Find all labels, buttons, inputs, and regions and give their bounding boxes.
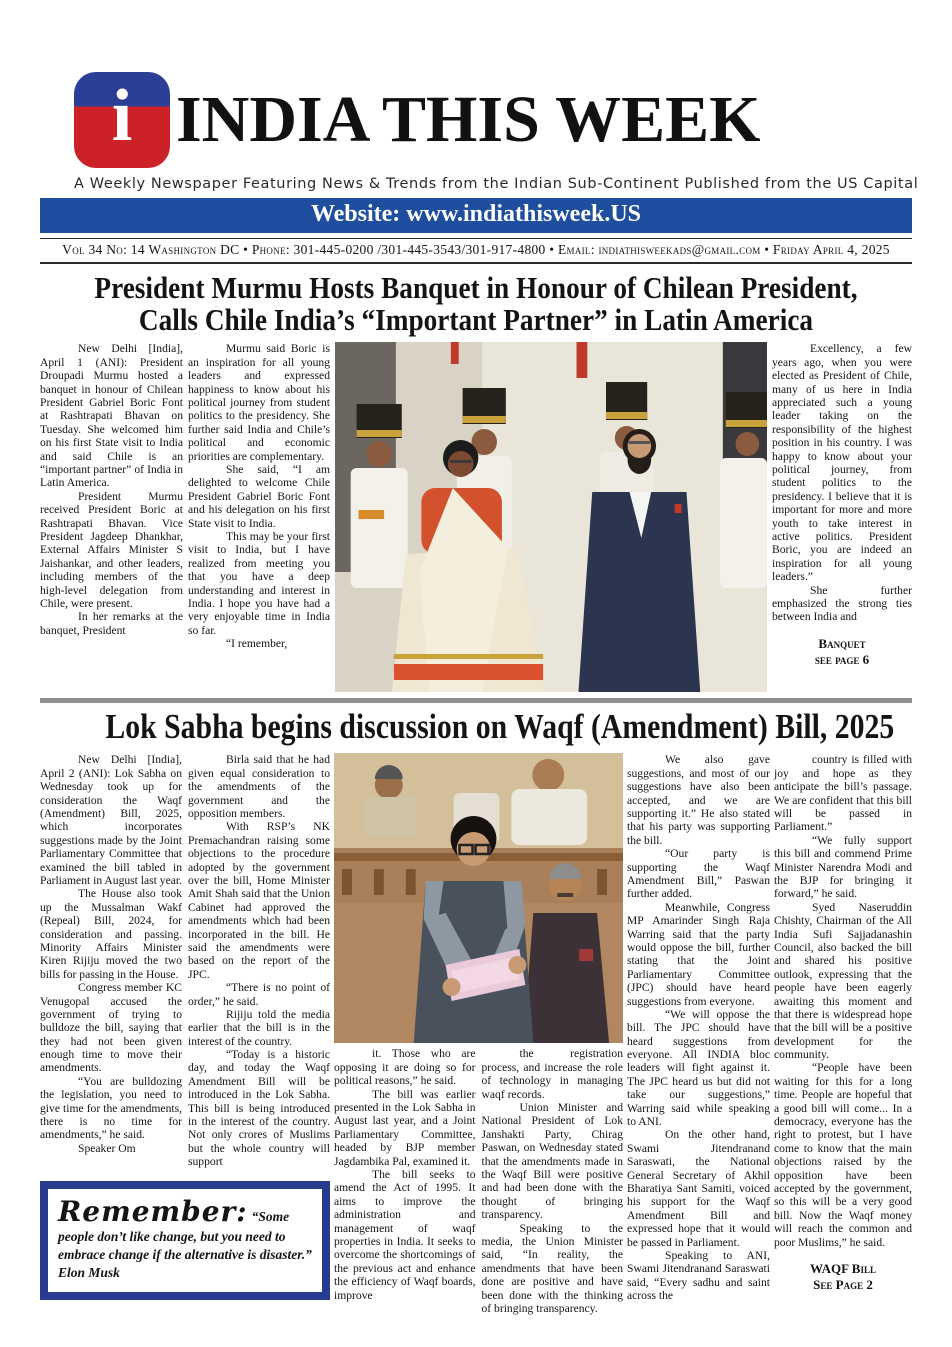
paragraph: “I remember, bbox=[226, 637, 288, 651]
paragraph: New Delhi [India], April 2 (ANI): Lok Sabha on Wednesday took up for consideration the Waqf (Amendment) Bill, 2025, which incorporates suggestions made by the Joint Parliamentary Committee that examined the bill tabled in Parliament in August last year. bbox=[40, 753, 183, 887]
paragraph: New Delhi [India], April 1 (ANI): President Droupadi Murmu hosted a banquet in honour of Chilean President Gabriel Boric Font at Rashtrapati Bhavan on Tuesday. She welcomed him on his first State visit to India and said Chile is an “important partner” of India in Latin America. bbox=[40, 342, 183, 490]
paragraph: “People have been waiting for this for a long time. People are hopeful that a good bill will come... In a democracy, everyone has the right to protest, but I have come to know that the main objections raised by the opposition have been accepted by the government, so this will be a very good bill. Now the Waqf money will reach the common and poor Muslims,” he said. bbox=[774, 1061, 912, 1249]
newspaper-logo-icon bbox=[74, 72, 170, 168]
issue-info-line: Vol 34 No: 14 Washington DC • Phone: 301-445-0200 /301-445-3543/301-917-4800 • Email: indiathisweekads@gmail.com • Friday April 4, 2025 bbox=[40, 238, 912, 264]
remember-quote-box bbox=[40, 1181, 330, 1300]
article2-headline-text: Lok Sabha begins discussion on Waqf (Amendment) Bill, 2025 bbox=[105, 707, 895, 747]
paragraph: On the other hand, Swami Jitendranand Saraswati, the National General Secretary of Akhil Bharatiya Sant Samiti, voiced his support for the Waqf Amendment Bill and expressed hope that it would be passed in Parliament. bbox=[627, 1128, 770, 1249]
article1-column-3 bbox=[772, 342, 912, 692]
article2-column-2 bbox=[188, 753, 330, 1168]
article2-column-3 bbox=[334, 1047, 476, 1315]
article2-center-region bbox=[334, 753, 623, 1315]
lok-sabha-photo-illustration bbox=[334, 753, 623, 1043]
paragraph: country is filled with joy and hope as they anticipate the bill’s passage. We are confident that this bill will be passed in Parliament.” bbox=[774, 753, 912, 834]
paragraph: “You are bulldozing the legislation, you need to give time for the amendments, there is no time for amendments,” he said. bbox=[40, 1074, 182, 1142]
paragraph: “There is no point of order,” he said. bbox=[188, 981, 330, 1008]
paragraph: the registration process, and increase the role of technology in managing waqf records. bbox=[481, 1047, 623, 1101]
paragraph: With RSP’s NK Premachandran raising some objections to the procedure adopted by the government over the bill, Home Minister Amit Shah said that the Union Cabinet had approved the amendments which had been incorporated in the bill. He said the amendments were based on the report of the JPC. bbox=[188, 820, 330, 981]
article1-column-1 bbox=[40, 342, 183, 692]
article2-column-6 bbox=[774, 753, 912, 1315]
article1-headline-line2: Calls Chile India’s “Important Partner” in Latin America bbox=[138, 302, 814, 338]
paragraph: Excellency, a few years ago, when you were elected as President of Chile, many of us here in India appreciated such a young leader taking on the responsibility of the highest position in his country. I was happy to know about your political journey, from student politics to the presidency. I believe that it is important for more and more youth to take interest in active politics. President Boric, you are indeed an inspiration for all young leaders.” bbox=[772, 342, 912, 584]
paragraph: Syed Naseruddin Chishty, Chairman of the All India Sufi Sajjadanashin Council, also backed the bill and shared his positive outlook, expressing that the people have been eagerly awaiting this moment and that there is widespread hope that the bill will be a positive development for the community. bbox=[774, 900, 912, 1062]
article2-body bbox=[40, 753, 912, 1315]
article2-left-region bbox=[40, 753, 330, 1315]
paragraph: Union Minister and National President of Lok Janshakti Party, Chirag Paswan, on Wednesday stated that the amendments made in the Waqf Bill were positive and had been done with the thought of bringing transparency. bbox=[481, 1101, 623, 1222]
article1-jumpline bbox=[772, 636, 912, 669]
paragraph: The bill seeks to amend the Act of 1995. It aims to improve the administration and management of waqf properties in India. It seeks to overcome the shortcomings of the previous act and enhance the efficiency of Waqf boards, improve bbox=[334, 1167, 476, 1302]
jump-waqf-title: WAQF Bill bbox=[810, 1260, 876, 1276]
paragraph: President Murmu received President Boric at Rashtrapati Bhavan. Vice President Jagdeep Dhankhar, External Affairs Minister S Jaishankar, and other leaders, including members of the high-level delegation from Chile, were present. bbox=[40, 489, 183, 610]
paragraph: Rijiju told the media earlier that the bill is in the interest of the country. bbox=[188, 1007, 330, 1048]
paragraph: She said, “I am delighted to welcome Chile President Gabriel Boric Font and his delegation on his first State visit to India. bbox=[188, 462, 330, 530]
article1-photo bbox=[335, 342, 767, 692]
article2-column-1 bbox=[40, 753, 182, 1168]
paragraph: She further emphasized the strong ties between India and bbox=[772, 583, 912, 624]
website-bar: Website: www.indiathisweek.US bbox=[40, 198, 912, 233]
paragraph: “Today is a historic day, and today the Waqf Amendment Bill will be introduced in the Lok Sabha. This bill is being introduced in the interest of the country. Not only crores of Muslims but the whole country will support bbox=[188, 1048, 330, 1169]
article1-headline bbox=[40, 272, 912, 336]
paragraph: In her remarks at the banquet, President bbox=[40, 610, 183, 637]
paragraph: Murmu said Boric is an inspiration for all young leaders and expressed happiness to know about his political journey from student politics to the presidency. She further said India and Chile’s political and economic priorities are complementary. bbox=[188, 342, 330, 463]
remember-quote-text: “Some people don’t like change, but you need to embrace change if the alternative is disaster.” Elon Musk bbox=[58, 1208, 312, 1280]
article2-column-5 bbox=[627, 753, 770, 1315]
paragraph: Speaking to the media, the Union Minister said, “In reality, the amendments that have been done are positive and have been done with the thinking of bringing transparency. bbox=[481, 1221, 623, 1315]
article1-column-3-text bbox=[772, 342, 912, 623]
article2-column-4 bbox=[482, 1047, 624, 1315]
jump-banquet-page: see page 6 bbox=[814, 651, 870, 667]
remember-label: Remember: bbox=[58, 1194, 248, 1228]
section-divider bbox=[40, 698, 912, 703]
logo-letter: i bbox=[111, 75, 133, 157]
paragraph: Meanwhile, Congress MP Amarinder Singh Raja Warring said that the party would oppose the bill, further stating that the Joint Parliamentary Committee (JPC) should have heard suggestions from everyone. bbox=[627, 900, 770, 1008]
paragraph: Congress member KC Venugopal accused the government of trying to bulldoze the bill, saying that they had not been given enough time to move their amendments. bbox=[40, 981, 182, 1075]
jump-waqf-page: See Page 2 bbox=[813, 1277, 873, 1293]
masthead bbox=[40, 0, 919, 192]
paragraph: We also gave suggestions, and most of our suggestions have also been accepted, and we are supporting it.” He also stated that his party was supporting the bill. bbox=[627, 753, 770, 847]
tagline: A Weekly Newspaper Featuring News & Trends from the Indian Sub-Continent Published from the US Capital bbox=[74, 176, 919, 192]
article1-headline-line1: President Murmu Hosts Banquet in Honour of Chilean President, bbox=[94, 270, 858, 305]
paragraph: This may be your first visit to India, but I have realized from meeting you that you have a deep understanding and interest in India. I hope you have had a very enjoyable time in India so far. bbox=[188, 529, 330, 637]
article2-headline bbox=[40, 707, 912, 747]
article2-photo bbox=[334, 753, 623, 1043]
banquet-photo-illustration bbox=[335, 342, 767, 692]
jump-banquet-title: Banquet bbox=[818, 635, 866, 651]
article2-column-6-text bbox=[774, 753, 912, 1248]
paragraph: “Our party is supporting the Waqf Amendment Bill,” Paswan further added. bbox=[627, 847, 770, 901]
paragraph: “We will oppose the bill. The JPC should have heard suggestions from everyone. All INDIA bloc leaders will fight against it. The JPC heard us but did not take our suggestions,” Warring said while speaking to ANI. bbox=[627, 1007, 770, 1129]
paragraph: it. Those who are opposing it are doing so for political reasons,” he said. bbox=[334, 1047, 476, 1088]
paragraph: Birla said that he had given equal consideration to the amendments of the government and the opposition members. bbox=[188, 753, 330, 821]
paragraph: The bill was earlier presented in the Lok Sabha in August last year, and a Joint Parliamentary Committee, headed by BJP member Jagdambika Pal, examined it. bbox=[334, 1087, 476, 1168]
paragraph: Speaking to ANI, Swami Jitendranand Saraswati said, “Every sadhu and saint across the bbox=[627, 1248, 770, 1303]
article2-jumpline bbox=[774, 1261, 912, 1294]
newspaper-title: INDIA THIS WEEK bbox=[176, 83, 761, 156]
article1-body bbox=[40, 342, 912, 692]
paragraph: The House also took up the Mussalman Wakf (Repeal) Bill, 2024, for consideration and passing. Minority Affairs Minister Kiren Rijiju moved the two bills for passing in the House. bbox=[40, 887, 182, 981]
paragraph: “We fully support this bill and commend Prime Minister Narendra Modi and the BJP for bringing it forward,” he said. bbox=[774, 833, 912, 901]
article1-column-2 bbox=[188, 342, 330, 692]
paragraph: Speaker Om bbox=[78, 1141, 136, 1155]
